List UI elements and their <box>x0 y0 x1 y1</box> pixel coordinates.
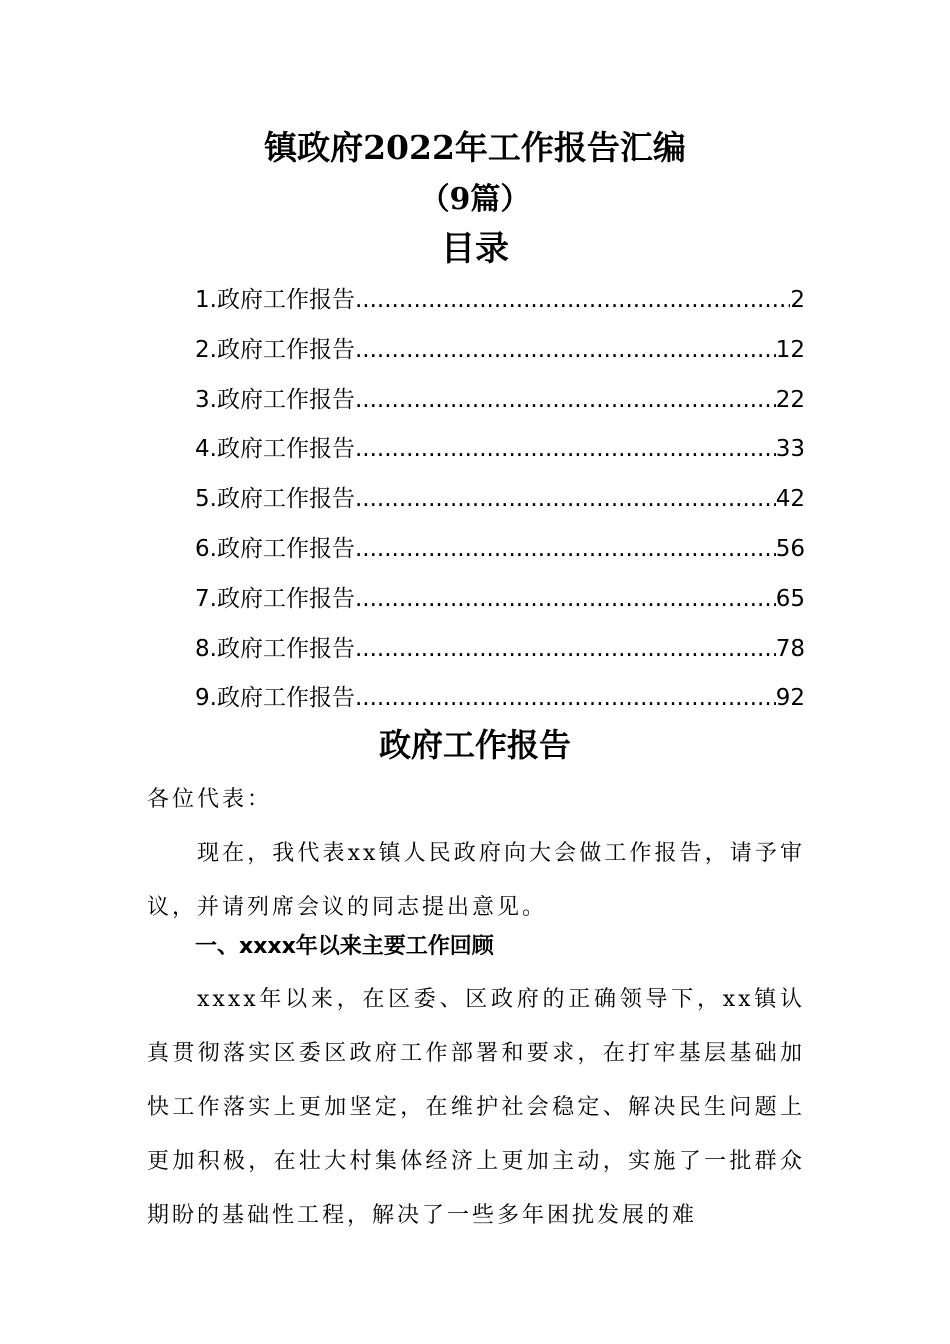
toc-entry-page: 12 <box>775 336 805 363</box>
toc-entry-page: 2 <box>790 287 805 313</box>
toc-leader-dots <box>355 676 776 720</box>
toc-entry-page: 78 <box>775 635 805 662</box>
document-subtitle: （9篇） <box>419 182 531 217</box>
toc-entry-9[interactable] <box>195 676 805 726</box>
toc-leader-dots <box>355 328 776 372</box>
toc-entry-page: 65 <box>775 585 805 612</box>
toc-leader-dots <box>355 427 776 471</box>
toc-entry-page: 33 <box>775 436 805 463</box>
toc-entry-page: 22 <box>775 386 805 413</box>
toc-entry-8[interactable] <box>195 627 805 677</box>
toc-leader-dots <box>355 577 776 621</box>
toc-entry-6[interactable] <box>195 527 805 577</box>
toc-leader-dots <box>355 477 776 521</box>
toc-entry-7[interactable] <box>195 577 805 627</box>
toc-entry-label: 4.政府工作报告 <box>195 436 355 463</box>
section-heading: 政府工作报告 <box>378 726 571 764</box>
document-title: 镇政府2022年工作报告汇编 <box>264 128 686 167</box>
toc-entry-label: 9.政府工作报告 <box>195 685 355 712</box>
toc-entry-2[interactable] <box>195 328 805 378</box>
toc-entry-label: 5.政府工作报告 <box>195 486 355 513</box>
toc-entry-label: 7.政府工作报告 <box>195 585 355 612</box>
table-of-contents <box>195 278 805 726</box>
toc-entry-1[interactable] <box>195 278 805 328</box>
body-paragraph-1: 现在，我代表xx镇人民政府向大会做工作报告，请予审议，并请列席会议的同志提出意见。 <box>147 841 805 920</box>
toc-entry-3[interactable] <box>195 378 805 428</box>
toc-entry-label: 1.政府工作报告 <box>195 287 355 313</box>
toc-leader-dots <box>355 378 776 422</box>
toc-leader-dots <box>355 278 790 322</box>
toc-entry-5[interactable] <box>195 477 805 527</box>
toc-leader-dots <box>355 527 776 571</box>
toc-entry-page: 92 <box>775 685 805 712</box>
toc-leader-dots <box>355 627 776 671</box>
toc-entry-label: 8.政府工作报告 <box>195 635 355 662</box>
toc-entry-page: 42 <box>775 486 805 513</box>
salutation: 各位代表： <box>147 787 273 812</box>
toc-entry-4[interactable] <box>195 427 805 477</box>
section-subheading: 一、xxxx年以来主要工作回顾 <box>195 934 494 959</box>
toc-entry-page: 56 <box>775 535 805 562</box>
toc-entry-label: 2.政府工作报告 <box>195 336 355 363</box>
toc-heading: 目录 <box>441 229 509 269</box>
toc-entry-label: 6.政府工作报告 <box>195 535 355 562</box>
toc-entry-label: 3.政府工作报告 <box>195 386 355 413</box>
body-paragraph-2: xxxx年以来，在区委、区政府的正确领导下，xx镇认真贯彻落实区委区政府工作部署和要求，在打牢基层基础加快工作落实上更加坚定，在维护社会稳定、解决民生问题上更加积极，在壮大村集体经济上更加主动，实施了一批群众期盼的基础性工程，解决了一些多年困扰发展的难 <box>147 987 805 1228</box>
